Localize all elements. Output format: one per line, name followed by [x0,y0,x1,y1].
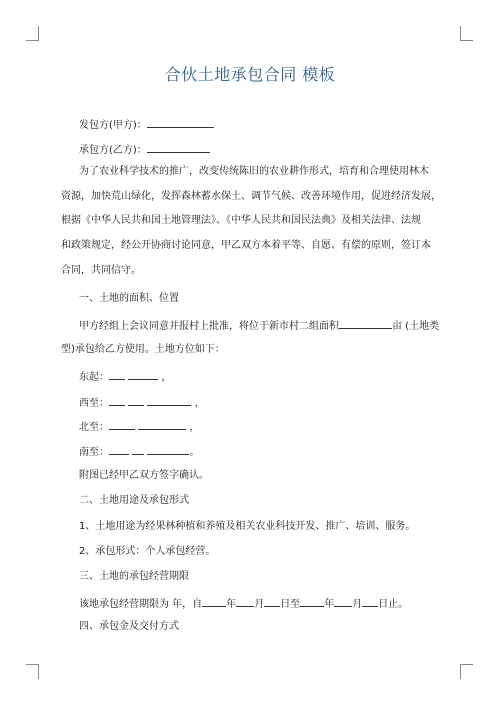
party-a-blank[interactable] [147,117,214,128]
document-title: 合伙土地承包合同 模板 [164,65,336,84]
west-boundary-line [79,395,205,411]
party-b-blank[interactable] [147,142,210,153]
north-comma: ， [189,422,200,433]
south-blank-2[interactable] [132,444,144,455]
section-1-text-b: 亩 (土地类 [392,321,440,332]
crop-mark-bottom-left [26,664,39,679]
section-1-text-a: 甲方经组上会议同意并报村上批准，将位于新市村二组面积 [79,321,339,332]
end-month-label: 月 [352,599,363,610]
crop-mark-top-left [26,26,39,41]
party-b-label: 承包方(乙方)： [79,145,147,156]
west-blank-1[interactable] [109,395,125,406]
east-blank-2[interactable] [128,369,158,380]
section-1-text-line-1 [79,318,439,334]
intro-line-3: 根据《中华人民共和国土地管理法》、《中华人民共和国民法典》及相关法律、法规 [61,215,421,226]
north-boundary-line [79,419,199,435]
land-area-blank[interactable] [339,318,392,329]
north-blank-1[interactable] [109,419,135,430]
start-day-label: 日至 [280,599,301,610]
start-month-blank[interactable] [236,596,254,607]
party-b-line [79,142,210,158]
party-a-label: 发包方(甲方)： [79,120,147,131]
section-1-text-line-2: 型)承包给乙方使用。土地方位如下： [61,344,225,355]
east-boundary-line [79,369,171,385]
south-period: 。 [189,447,200,458]
section-2-item-2: 2、承包形式：个人承包经营。 [79,546,216,557]
end-day-blank[interactable] [362,596,378,607]
crop-mark-bottom-right [460,664,473,679]
intro-line-1: 为了农业科学技术的推广，改变传统陈旧的农业耕作形式，培育和合理使用林木 [79,166,429,177]
west-label: 西至： [79,398,109,409]
term-line [79,596,408,612]
west-blank-2[interactable] [128,395,144,406]
south-blank-3[interactable] [147,444,189,455]
west-blank-3[interactable] [147,395,191,406]
term-text: 该地承包经营期限为 年，自 [79,599,203,610]
east-blank-1[interactable] [109,369,125,380]
section-1-heading: 一、土地的面积、位置 [79,293,179,304]
section-4-heading: 四、承包金及交付方式 [79,621,179,632]
start-month-label: 月 [254,599,265,610]
section-2-heading: 二、土地用途及承包形式 [79,495,189,506]
north-blank-2[interactable] [138,419,186,430]
intro-line-2: 资源，加快荒山绿化，发挥森林蓄水保土、调节气候、改善环境作用，促进经济发展， [61,191,441,202]
attachment-note: 附图已经甲乙双方签字确认。 [79,470,209,481]
end-year-blank[interactable] [300,596,324,607]
south-boundary-line [79,444,199,460]
south-label: 南至： [79,447,109,458]
south-blank-1[interactable] [109,444,129,455]
north-label: 北至： [79,422,109,433]
west-comma: ， [194,398,205,409]
east-comma: ， [161,372,172,383]
start-year-label: 年 [226,599,237,610]
start-day-blank[interactable] [264,596,280,607]
east-label: 东起： [79,372,109,383]
section-2-item-1: 1、土地用途为经果林种植和养殖及相关农业科技开发、推广、培训、服务。 [79,521,416,532]
end-year-label: 年 [324,599,335,610]
start-year-blank[interactable] [202,596,226,607]
section-3-heading: 三、土地的承包经营期限 [79,571,189,582]
end-day-label: 日止。 [378,599,409,610]
intro-line-5: 合同，共同信守。 [61,265,141,276]
crop-mark-top-right [460,26,473,41]
end-month-blank[interactable] [334,596,352,607]
intro-line-4: 和政策规定，经公开协商讨论同意，甲乙双方本着平等、自愿、有偿的原则，签订本 [61,240,431,251]
party-a-line [79,117,214,133]
